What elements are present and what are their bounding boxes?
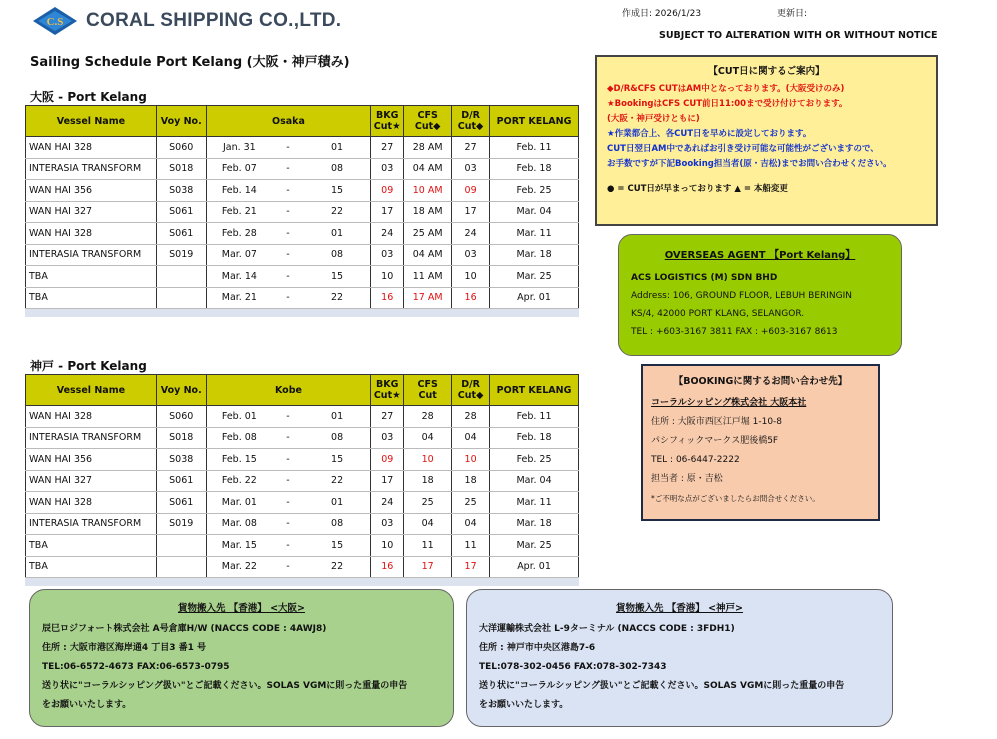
header-bkg-cut: BKG Cut★ (371, 106, 404, 137)
alteration-notice: SUBJECT TO ALTERATION WITH OR WITHOUT NOTICE (659, 30, 938, 41)
logo-letters: C.S (46, 16, 64, 28)
date-separator: - (272, 201, 304, 223)
port-kelang-arrival-cell: Mar. 04 (490, 470, 579, 492)
date-separator: - (272, 180, 304, 202)
bkg-cut-cell: 03 (371, 244, 404, 266)
bkg-cut-cell: 27 (371, 406, 404, 428)
bkg-cut-cell: 16 (371, 287, 404, 309)
vessel-name-cell: INTERASIA TRANSFORM (26, 158, 157, 180)
departure-date-cell: Feb. 14 (206, 180, 272, 202)
date-separator: - (272, 513, 304, 535)
cut-notice-line: ◆D/R&CFS CUTはAM中となっております。(大阪受けのみ) (607, 84, 845, 94)
voy-no-cell: S018 (156, 427, 206, 449)
cargo-osaka-warehouse: 辰巳ロジフォート株式会社 A号倉庫H/W (NACCS CODE : 4AWJ8) (42, 624, 327, 634)
departure-date-cell: Feb. 01 (206, 406, 272, 428)
bkg-cut-cell: 24 (371, 223, 404, 245)
dr-cut-cell: 03 (452, 244, 490, 266)
date-separator: - (272, 427, 304, 449)
table-footer-band (26, 309, 579, 317)
date-separator: - (272, 137, 304, 159)
vessel-name-cell: TBA (26, 535, 157, 557)
agent-title: OVERSEAS AGENT 【Port Kelang】 (664, 250, 856, 261)
voy-no-cell: S061 (156, 492, 206, 514)
cut-notice-legend: ● = CUT日が早まっております ▲ = 本船変更 (607, 184, 788, 194)
departure-day-cell: 15 (304, 180, 371, 202)
departure-day-cell: 15 (304, 449, 371, 471)
departure-day-cell: 08 (304, 158, 371, 180)
table-row (26, 244, 579, 266)
header-voy-no: Voy No. (156, 106, 206, 137)
port-kelang-arrival-cell: Feb. 11 (490, 406, 579, 428)
departure-day-cell: 08 (304, 513, 371, 535)
departure-date-cell: Mar. 08 (206, 513, 272, 535)
updated-date: 更新日: (777, 9, 808, 19)
bkg-cut-cell: 27 (371, 137, 404, 159)
departure-day-cell: 08 (304, 427, 371, 449)
departure-day-cell: 01 (304, 492, 371, 514)
date-separator: - (272, 406, 304, 428)
departure-day-cell: 22 (304, 556, 371, 578)
bkg-cut-cell: 16 (371, 556, 404, 578)
cfs-cut-cell: 17 (404, 556, 452, 578)
booking-person: 担当者 : 原・吉松 (651, 474, 723, 484)
date-separator: - (272, 287, 304, 309)
overseas-agent-box (618, 234, 902, 356)
port-kelang-arrival-cell: Feb. 18 (490, 427, 579, 449)
cfs-cut-cell: 10 (404, 449, 452, 471)
bkg-cut-cell: 10 (371, 266, 404, 288)
date-separator: - (272, 449, 304, 471)
date-separator: - (272, 470, 304, 492)
booking-address-line1: 住所 : 大阪市西区江戸堀 1-10-8 (651, 417, 783, 427)
cargo-destination-kobe (466, 589, 893, 727)
departure-day-cell: 22 (304, 201, 371, 223)
table-row (26, 470, 579, 492)
date-separator: - (272, 556, 304, 578)
cfs-cut-cell: 04 (404, 513, 452, 535)
cargo-destination-osaka (29, 589, 454, 727)
bkg-cut-cell: 03 (371, 513, 404, 535)
voy-no-cell: S060 (156, 137, 206, 159)
agent-phone: TEL : +603-3167 3811 FAX : +603-3167 8613 (631, 327, 838, 337)
cargo-osaka-instruction-cont: をお願いいたします。 (42, 700, 132, 710)
vessel-name-cell: WAN HAI 328 (26, 137, 157, 159)
header-port: Osaka (206, 106, 371, 137)
table-header-row (26, 106, 579, 137)
dr-cut-cell: 25 (452, 492, 490, 514)
table-row (26, 223, 579, 245)
cfs-cut-cell: 18 AM (404, 201, 452, 223)
header-port-kelang: PORT KELANG (490, 106, 579, 137)
osaka-section-title: 大阪 - Port Kelang (30, 90, 147, 104)
table-row (26, 535, 579, 557)
table-row (26, 406, 579, 428)
voy-no-cell: S061 (156, 223, 206, 245)
table-row (26, 556, 579, 578)
company-name: CORAL SHIPPING CO.,LTD. (86, 10, 342, 31)
bkg-cut-cell: 17 (371, 201, 404, 223)
voy-no-cell: S018 (156, 158, 206, 180)
cargo-kobe-title: 貨物搬入先 【香港】 <神戸> (615, 603, 744, 614)
cut-notice-line: (大阪・神戸受けともに) (607, 114, 700, 124)
table-row (26, 492, 579, 514)
departure-date-cell: Feb. 28 (206, 223, 272, 245)
table-row (26, 513, 579, 535)
departure-date-cell: Feb. 08 (206, 427, 272, 449)
port-kelang-arrival-cell: Mar. 18 (490, 244, 579, 266)
dr-cut-cell: 24 (452, 223, 490, 245)
header-port-kelang: PORT KELANG (490, 375, 579, 406)
departure-day-cell: 22 (304, 470, 371, 492)
dr-cut-cell: 16 (452, 287, 490, 309)
cut-notice-line: お手数ですが下記Booking担当者(原・吉松)までお問い合わせください。 (607, 159, 892, 169)
voy-no-cell: S019 (156, 244, 206, 266)
cfs-cut-cell: 28 AM (404, 137, 452, 159)
port-kelang-arrival-cell: Apr. 01 (490, 556, 579, 578)
bkg-cut-cell: 24 (371, 492, 404, 514)
port-kelang-arrival-cell: Mar. 25 (490, 266, 579, 288)
port-kelang-arrival-cell: Apr. 01 (490, 287, 579, 309)
cfs-cut-cell: 11 (404, 535, 452, 557)
header-port: Kobe (206, 375, 371, 406)
departure-date-cell: Mar. 21 (206, 287, 272, 309)
table-row (26, 287, 579, 309)
voy-no-cell: S061 (156, 470, 206, 492)
voy-no-cell: S038 (156, 180, 206, 202)
booking-title: 【BOOKINGに関するお問い合わせ先】 (673, 376, 848, 387)
bkg-cut-cell: 09 (371, 180, 404, 202)
booking-note: *ご不明な点がございましたらお問合せください。 (651, 494, 820, 503)
bkg-cut-cell: 10 (371, 535, 404, 557)
cfs-cut-cell: 18 (404, 470, 452, 492)
cfs-cut-cell: 04 AM (404, 244, 452, 266)
departure-date-cell: Feb. 21 (206, 201, 272, 223)
voy-no-cell (156, 535, 206, 557)
cfs-cut-cell: 17 AM (404, 287, 452, 309)
vessel-name-cell: TBA (26, 266, 157, 288)
vessel-name-cell: INTERASIA TRANSFORM (26, 513, 157, 535)
vessel-name-cell: TBA (26, 556, 157, 578)
kobe-schedule-table (25, 374, 579, 586)
departure-date-cell: Mar. 22 (206, 556, 272, 578)
vessel-name-cell: INTERASIA TRANSFORM (26, 244, 157, 266)
table-row (26, 137, 579, 159)
cut-notice-line: ★BookingはCFS CUT前日11:00まで受け付けております。 (607, 99, 848, 109)
booking-contact-box (641, 364, 880, 521)
cfs-cut-cell: 25 AM (404, 223, 452, 245)
departure-day-cell: 01 (304, 137, 371, 159)
departure-day-cell: 15 (304, 535, 371, 557)
cfs-cut-cell: 25 (404, 492, 452, 514)
booking-company: コーラルシッピング株式会社 大阪本社 (651, 398, 807, 408)
departure-day-cell: 15 (304, 266, 371, 288)
bkg-cut-cell: 17 (371, 470, 404, 492)
cargo-kobe-phone: TEL:078-302-0456 FAX:078-302-7343 (479, 662, 667, 672)
date-separator: - (272, 492, 304, 514)
agent-address-line2: KS/4, 42000 PORT KLANG, SELANGOR. (631, 309, 805, 319)
departure-date-cell: Jan. 31 (206, 137, 272, 159)
cfs-cut-cell: 11 AM (404, 266, 452, 288)
departure-date-cell: Mar. 01 (206, 492, 272, 514)
departure-day-cell: 01 (304, 406, 371, 428)
cargo-kobe-instruction: 送り状に"コーラルシッピング扱い"とご記載ください。SOLAS VGMに則った重量の申告 (479, 681, 845, 691)
cut-notice-line: CUT日翌日AM中であればお引き受け可能な可能性がございますので、 (607, 144, 879, 154)
table-row (26, 180, 579, 202)
vessel-name-cell: WAN HAI 328 (26, 492, 157, 514)
cut-date-notice-box (595, 55, 938, 226)
date-separator: - (272, 535, 304, 557)
date-separator: - (272, 266, 304, 288)
cut-notice-line: ★作業都合上、各CUT日を早めに設定しております。 (607, 129, 812, 139)
table-header-row (26, 375, 579, 406)
booking-phone: TEL : 06-6447-2222 (651, 455, 740, 465)
cfs-cut-cell: 04 AM (404, 158, 452, 180)
voy-no-cell (156, 287, 206, 309)
date-separator: - (272, 244, 304, 266)
voy-no-cell: S019 (156, 513, 206, 535)
dr-cut-cell: 03 (452, 158, 490, 180)
table-row (26, 158, 579, 180)
vessel-name-cell: WAN HAI 327 (26, 470, 157, 492)
vessel-name-cell: INTERASIA TRANSFORM (26, 427, 157, 449)
dr-cut-cell: 04 (452, 427, 490, 449)
cargo-kobe-address: 住所 : 神戸市中央区港島7-6 (479, 643, 596, 653)
dr-cut-cell: 28 (452, 406, 490, 428)
date-separator: - (272, 158, 304, 180)
dr-cut-cell: 11 (452, 535, 490, 557)
header-dr-cut: D/R Cut◆ (452, 106, 490, 137)
cargo-osaka-instruction: 送り状に"コーラルシッピング扱い"とご記載ください。SOLAS VGMに則った重量の申告 (42, 681, 408, 691)
departure-day-cell: 01 (304, 223, 371, 245)
departure-date-cell: Feb. 22 (206, 470, 272, 492)
vessel-name-cell: WAN HAI 356 (26, 449, 157, 471)
header-cfs-cut: CFS Cut (404, 375, 452, 406)
dr-cut-cell: 17 (452, 201, 490, 223)
voy-no-cell: S060 (156, 406, 206, 428)
port-kelang-arrival-cell: Feb. 25 (490, 449, 579, 471)
osaka-schedule-table (25, 105, 579, 317)
header-voy-no: Voy No. (156, 375, 206, 406)
dr-cut-cell: 09 (452, 180, 490, 202)
cargo-osaka-title: 貨物搬入先 【香港】 <大阪> (177, 603, 306, 614)
company-logo (32, 6, 341, 36)
header-vessel-name: Vessel Name (26, 106, 157, 137)
port-kelang-arrival-cell: Mar. 11 (490, 223, 579, 245)
agent-name: ACS LOGISTICS (M) SDN BHD (631, 273, 778, 283)
port-kelang-arrival-cell: Mar. 18 (490, 513, 579, 535)
departure-date-cell: Feb. 15 (206, 449, 272, 471)
port-kelang-arrival-cell: Mar. 11 (490, 492, 579, 514)
port-kelang-arrival-cell: Feb. 11 (490, 137, 579, 159)
header-vessel-name: Vessel Name (26, 375, 157, 406)
port-kelang-arrival-cell: Mar. 25 (490, 535, 579, 557)
header-bkg-cut: BKG Cut★ (371, 375, 404, 406)
cut-notice-title: 【CUT日に関するご案内】 (708, 66, 825, 77)
vessel-name-cell: TBA (26, 287, 157, 309)
vessel-name-cell: WAN HAI 327 (26, 201, 157, 223)
header-dr-cut: D/R Cut◆ (452, 375, 490, 406)
vessel-name-cell: WAN HAI 356 (26, 180, 157, 202)
port-kelang-arrival-cell: Mar. 04 (490, 201, 579, 223)
port-kelang-arrival-cell: Feb. 18 (490, 158, 579, 180)
cargo-kobe-warehouse: 大洋運輸株式会社 L-9ターミナル (NACCS CODE : 3FDH1) (479, 624, 735, 634)
cfs-cut-cell: 10 AM (404, 180, 452, 202)
cfs-cut-cell: 04 (404, 427, 452, 449)
departure-date-cell: Mar. 15 (206, 535, 272, 557)
voy-no-cell (156, 556, 206, 578)
dr-cut-cell: 10 (452, 449, 490, 471)
cargo-osaka-phone: TEL:06-6572-4673 FAX:06-6573-0795 (42, 662, 230, 672)
vessel-name-cell: WAN HAI 328 (26, 223, 157, 245)
voy-no-cell: S061 (156, 201, 206, 223)
kobe-section-title: 神戸 - Port Kelang (30, 359, 147, 373)
departure-day-cell: 08 (304, 244, 371, 266)
date-separator: - (272, 223, 304, 245)
bkg-cut-cell: 03 (371, 158, 404, 180)
departure-date-cell: Mar. 07 (206, 244, 272, 266)
table-row (26, 427, 579, 449)
table-footer-band (26, 578, 579, 586)
bkg-cut-cell: 09 (371, 449, 404, 471)
cargo-kobe-instruction-cont: をお願いいたします。 (479, 700, 569, 710)
departure-date-cell: Mar. 14 (206, 266, 272, 288)
logo-diamond-icon (32, 6, 78, 36)
cfs-cut-cell: 28 (404, 406, 452, 428)
agent-address-line1: Address: 106, GROUND FLOOR, LEBUH BERINGIN (631, 291, 853, 301)
table-row (26, 266, 579, 288)
voy-no-cell (156, 266, 206, 288)
dr-cut-cell: 10 (452, 266, 490, 288)
table-row (26, 201, 579, 223)
dr-cut-cell: 18 (452, 470, 490, 492)
created-date: 作成日: 2026/1/23 (622, 9, 702, 19)
page-title: Sailing Schedule Port Kelang (大阪・神戸積み) (30, 55, 350, 70)
bkg-cut-cell: 03 (371, 427, 404, 449)
table-row (26, 449, 579, 471)
cargo-osaka-address: 住所 : 大阪市港区海岸通4 丁目3 番1 号 (42, 643, 207, 653)
departure-day-cell: 22 (304, 287, 371, 309)
booking-address-line2: パシフィックマークス肥後橋5F (651, 436, 779, 446)
vessel-name-cell: WAN HAI 328 (26, 406, 157, 428)
dr-cut-cell: 04 (452, 513, 490, 535)
voy-no-cell: S038 (156, 449, 206, 471)
dr-cut-cell: 17 (452, 556, 490, 578)
dr-cut-cell: 27 (452, 137, 490, 159)
port-kelang-arrival-cell: Feb. 25 (490, 180, 579, 202)
departure-date-cell: Feb. 07 (206, 158, 272, 180)
header-cfs-cut: CFS Cut◆ (404, 106, 452, 137)
